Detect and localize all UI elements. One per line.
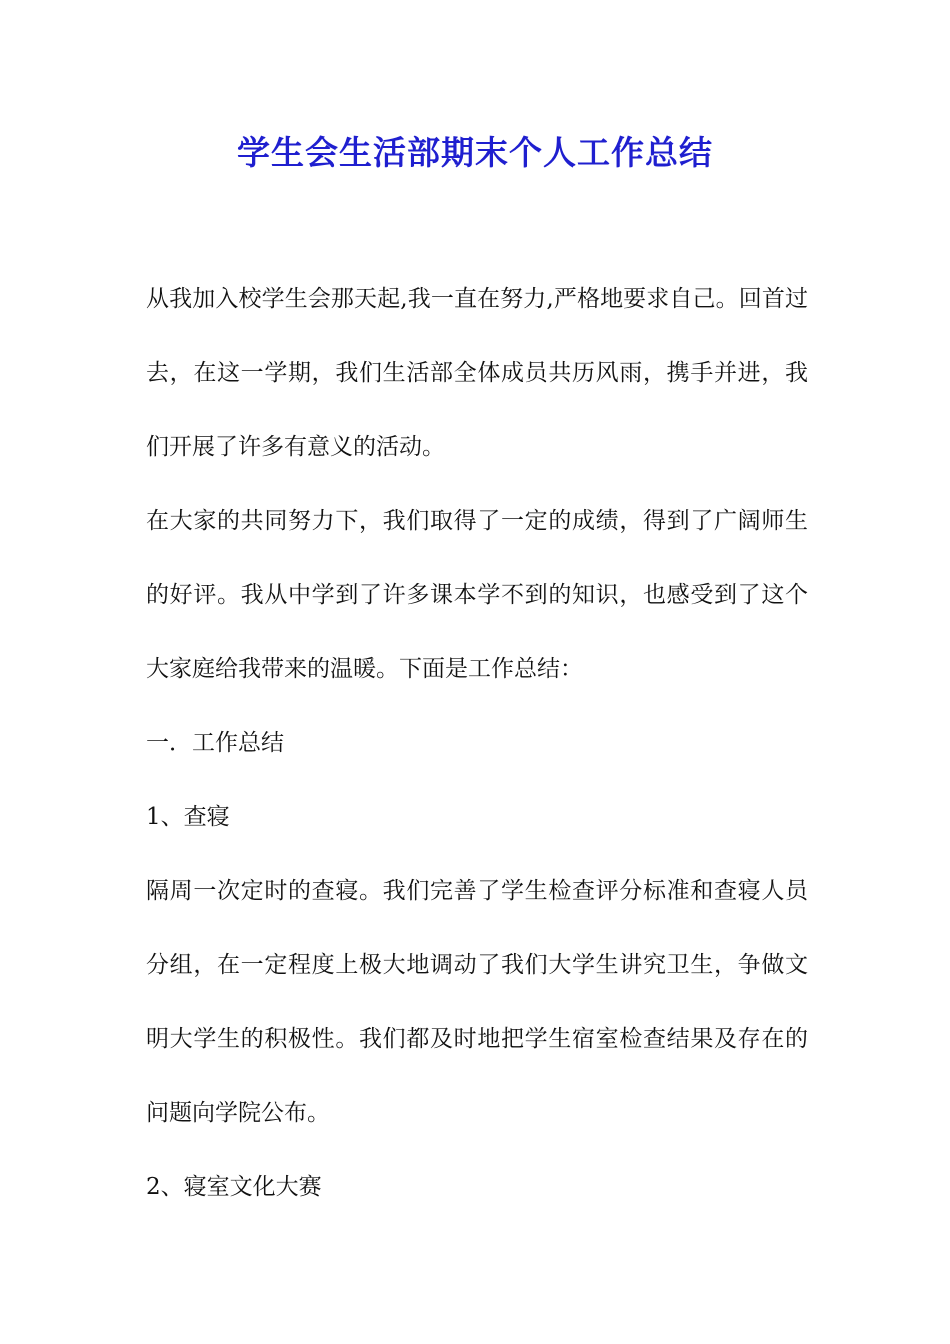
subheading-dorm-inspection: 1、查寝: [146, 804, 230, 830]
section-heading-work-summary: 一．工作总结: [146, 730, 284, 756]
document-title: 学生会生活部期末个人工作总结: [237, 133, 713, 172]
paragraph-intro: 从我加入校学生会那天起,我一直在努力,严格地要求自己。回首过去，在这一学期，我们生活部全体成员共历风雨，携手并进，我们开展了许多有意义的活动。: [146, 286, 808, 460]
paragraph-dorm-inspection: 隔周一次定时的查寝。我们完善了学生检查评分标准和查寝人员分组，在一定程度上极大地调动了我们大学生讲究卫生，争做文明大学生的积极性。我们都及时地把学生宿室检查结果及存在的问题向学院公布。: [146, 878, 808, 1126]
paragraph-achievements: 在大家的共同努力下，我们取得了一定的成绩，得到了广阔师生的好评。我从中学到了许多课本学不到的知识，也感受到了这个大家庭给我带来的温暖。下面是工作总结：: [146, 508, 808, 682]
subheading-dorm-culture-contest: 2、寝室文化大赛: [146, 1174, 322, 1200]
document-body: [146, 262, 808, 1224]
